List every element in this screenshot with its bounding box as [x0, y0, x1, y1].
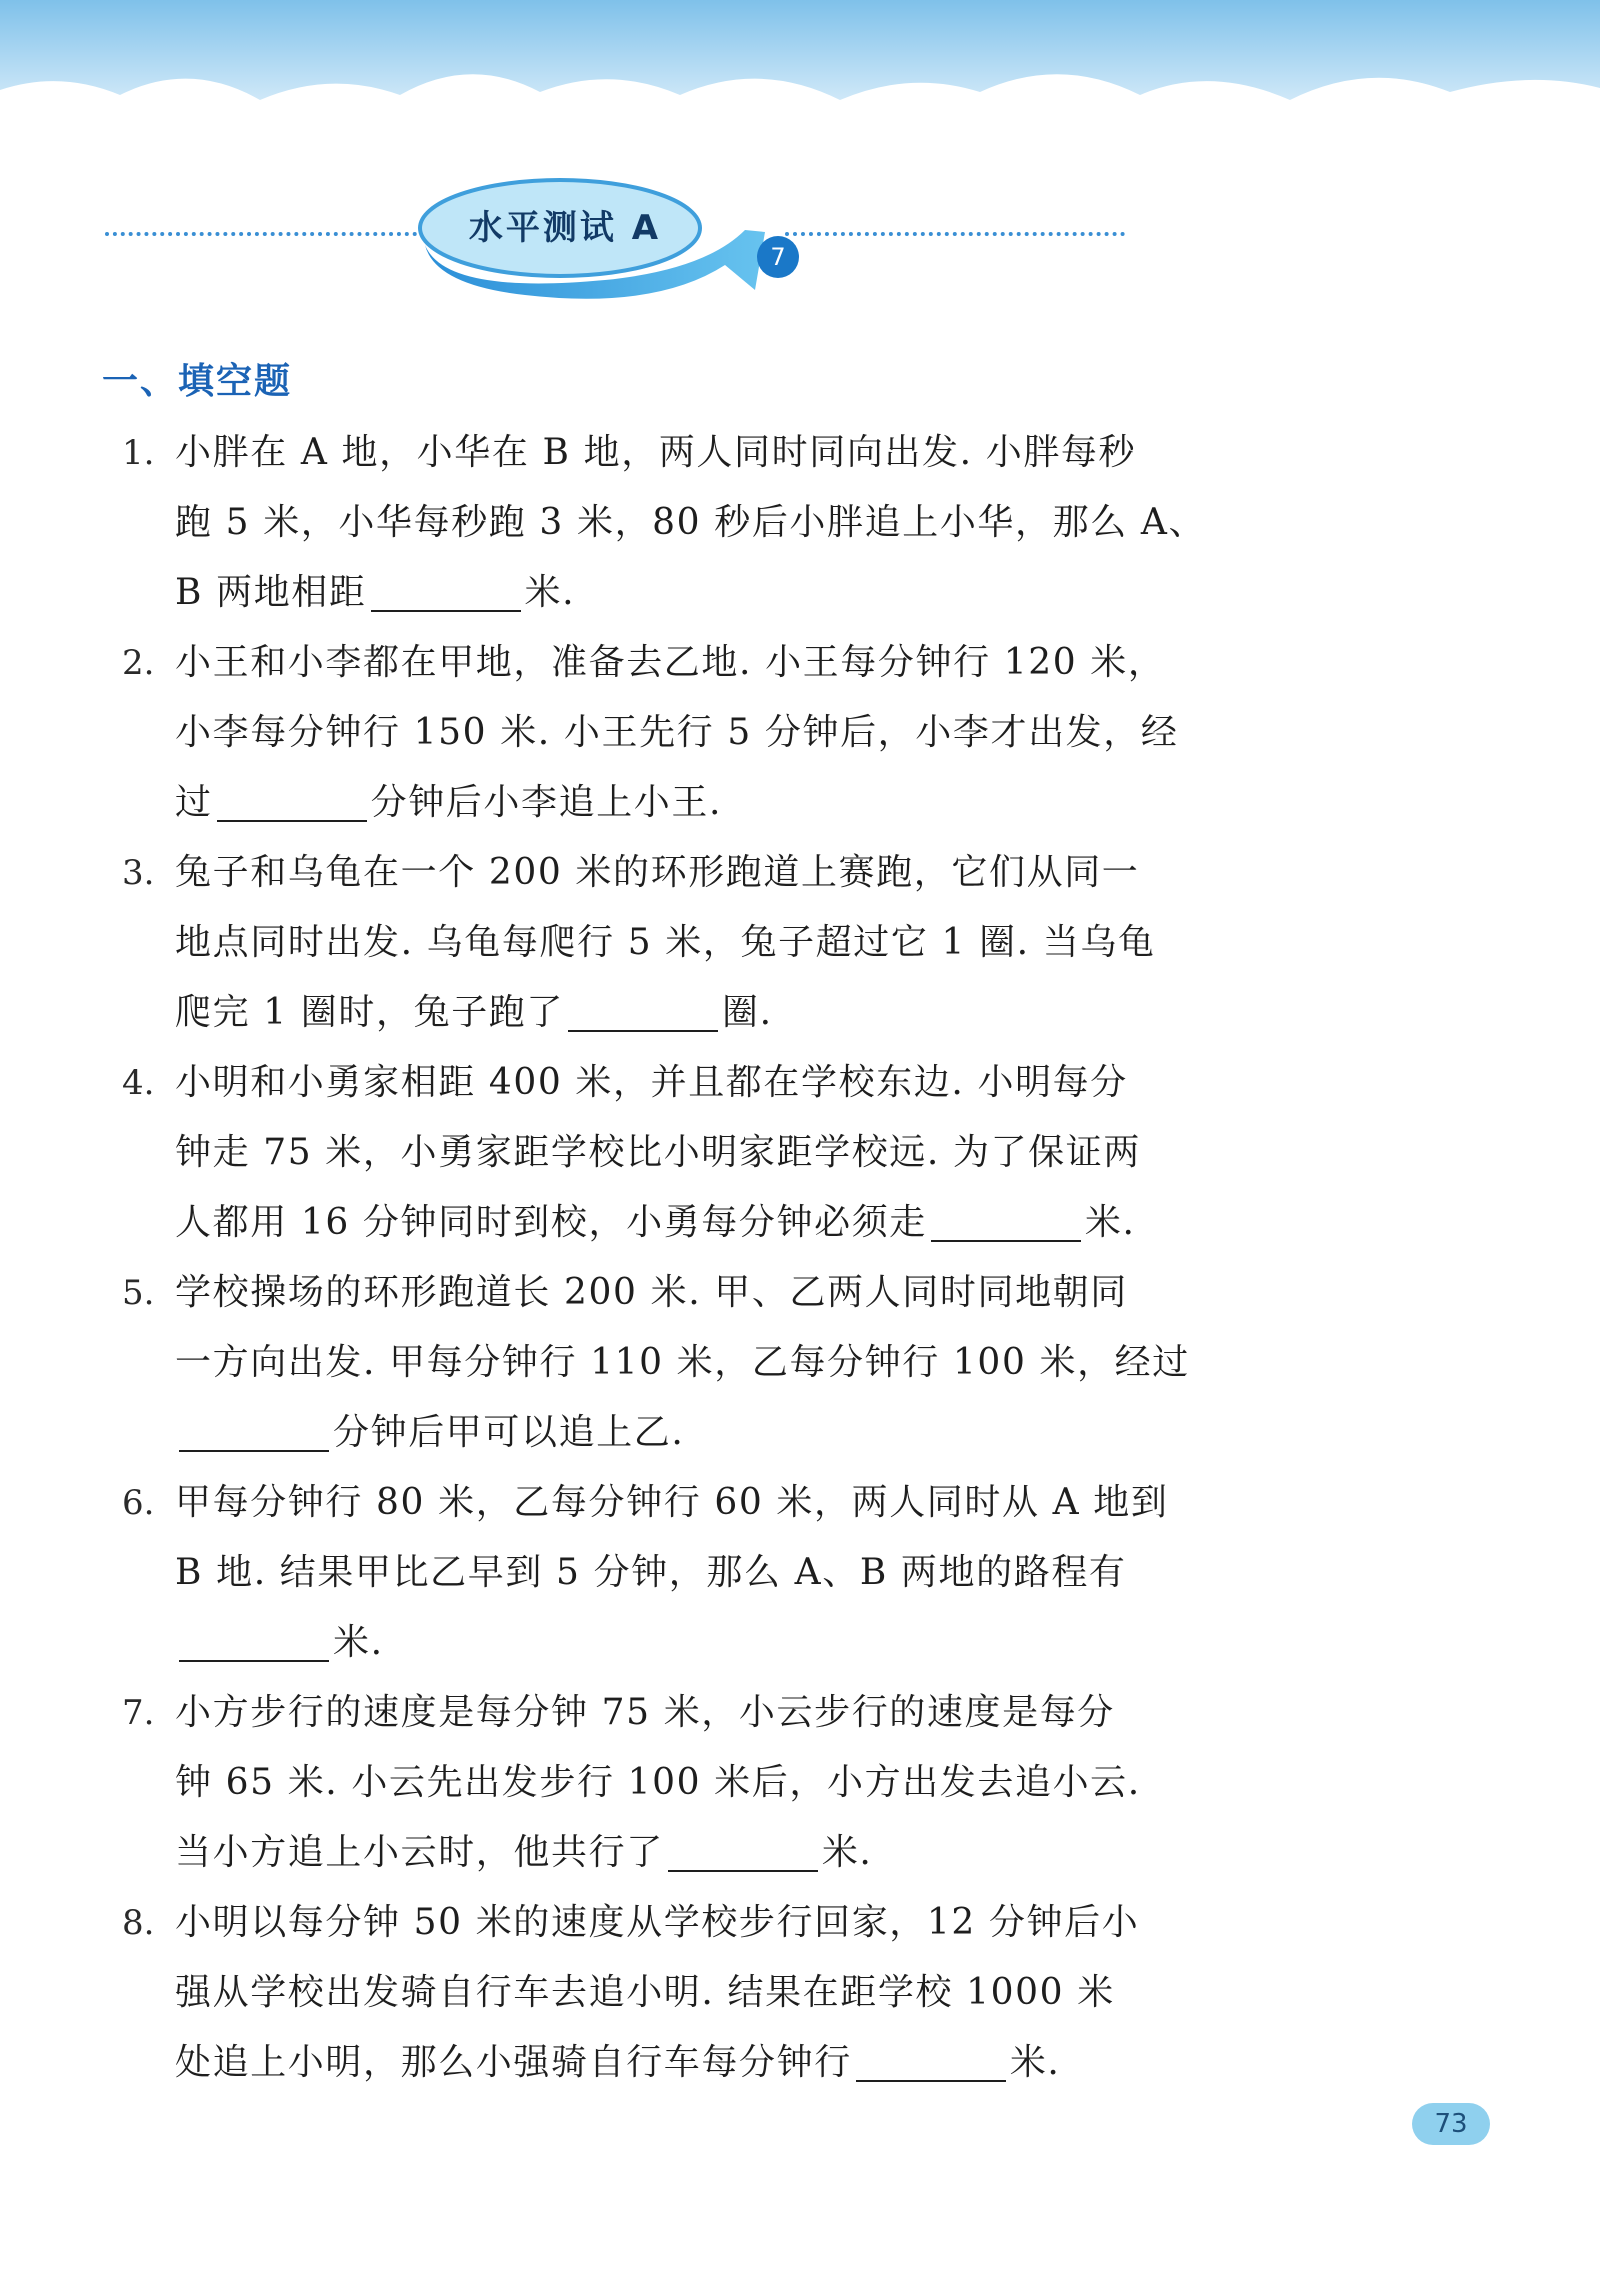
question-text: 跑 5 米，小华每秒跑 3 米，80 秒后小胖追上小华，那么 A、: [175, 502, 1207, 543]
question-item: [0, 838, 1600, 1048]
answer-blank[interactable]: [179, 1410, 329, 1452]
question-number: 8.: [122, 1903, 155, 1943]
question-text: 米.: [333, 1622, 384, 1663]
question-text: 过: [175, 782, 213, 823]
question-line: [175, 1678, 1125, 1748]
answer-blank[interactable]: [568, 990, 718, 1032]
question-number: 3.: [122, 853, 155, 893]
page-title: 水平测试 A: [468, 208, 662, 248]
question-text: 兔子和乌龟在一个 200 米的环形跑道上赛跑，它们从同一: [175, 852, 1140, 893]
question-line: [175, 1468, 1169, 1538]
question-line: [175, 1748, 1141, 1818]
question-line: [175, 488, 1207, 558]
question-number: 6.: [122, 1483, 155, 1523]
question-text: 米.: [1084, 1202, 1136, 1243]
question-line: [175, 418, 1137, 488]
answer-blank[interactable]: [217, 780, 367, 822]
question-text: 小方步行的速度是每分钟 75 米，小云步行的速度是每分: [175, 1692, 1115, 1733]
question-text: 米.: [1009, 2042, 1061, 2083]
page-number-badge: 73: [1412, 2103, 1490, 2145]
question-item: [0, 628, 1600, 838]
question-text: 当小方追上小云时，他共行了: [175, 1832, 664, 1873]
question-line: [175, 1118, 1141, 1188]
chapter-number-badge: 7: [757, 236, 799, 278]
question-text: 米.: [524, 572, 576, 613]
title-bar: [0, 170, 1600, 320]
question-text: 学校操场的环形跑道长 200 米. 甲、乙两人同时同地朝同: [175, 1272, 1128, 1313]
question-text: 钟走 75 米，小勇家距学校比小明家距学校远. 为了保证两: [175, 1132, 1141, 1173]
question-line: [175, 1608, 1125, 1678]
question-number: 2.: [122, 643, 155, 683]
question-line: [175, 1398, 1125, 1468]
question-item: [0, 1678, 1600, 1888]
question-text: 地点同时出发. 乌龟每爬行 5 米，兔子超过它 1 圈. 当乌龟: [175, 922, 1156, 963]
question-text: 分钟后甲可以追上乙.: [333, 1412, 685, 1453]
question-line: [175, 1258, 1128, 1328]
question-line: [175, 1818, 1125, 1888]
question-number: 7.: [122, 1693, 155, 1733]
question-item: [0, 1048, 1600, 1258]
question-text: 米.: [821, 1832, 873, 1873]
question-number: 1.: [122, 433, 155, 473]
question-text: 小明以每分钟 50 米的速度从学校步行回家，12 分钟后小: [175, 1902, 1140, 1943]
question-text: B 两地相距: [175, 572, 367, 613]
question-line: [175, 1188, 1136, 1258]
question-line: [175, 1538, 1125, 1608]
answer-blank[interactable]: [668, 1830, 818, 1872]
answer-blank[interactable]: [856, 2040, 1006, 2082]
question-text: 分钟后小李追上小王.: [370, 782, 723, 823]
question-text: 圈.: [722, 992, 773, 1033]
answer-blank[interactable]: [931, 1200, 1081, 1242]
question-text: 甲每分钟行 80 米，乙每分钟行 60 米，两人同时从 A 地到: [175, 1482, 1169, 1523]
section-heading: 一、填空题: [102, 361, 293, 402]
question-item: [0, 418, 1600, 628]
question-line: [175, 1048, 1128, 1118]
question-text: 小李每分钟行 150 米. 小王先行 5 分钟后，小李才出发，经: [175, 712, 1179, 753]
question-line: [175, 2028, 1125, 2098]
answer-blank[interactable]: [179, 1620, 329, 1662]
question-text: 处追上小明，那么小强骑自行车每分钟行: [175, 2042, 852, 2083]
dotted-rule-right: [785, 232, 1125, 236]
question-line: [175, 1328, 1190, 1398]
question-text: 人都用 16 分钟同时到校，小勇每分钟必须走: [175, 1202, 927, 1243]
question-line: [175, 558, 1125, 628]
question-line: [175, 978, 1125, 1048]
cloud-banner: [0, 0, 1600, 170]
question-item: [0, 1468, 1600, 1678]
dotted-rule-left: [105, 232, 425, 236]
question-number: 5.: [122, 1273, 155, 1313]
question-text: 一方向出发. 甲每分钟行 110 米，乙每分钟行 100 米，经过: [175, 1342, 1190, 1383]
question-number: 4.: [122, 1063, 155, 1103]
question-text: 小明和小勇家相距 400 米，并且都在学校东边. 小明每分: [175, 1062, 1128, 1103]
question-item: [0, 1888, 1600, 2098]
question-text: 强从学校出发骑自行车去追小明. 结果在距学校 1000 米: [175, 1972, 1115, 2013]
question-text: B 地. 结果甲比乙早到 5 分钟，那么 A、B 两地的路程有: [175, 1552, 1127, 1593]
question-text: 小王和小李都在甲地，准备去乙地. 小王每分钟行 120 米，: [175, 642, 1166, 683]
answer-blank[interactable]: [371, 570, 521, 612]
question-line: [175, 628, 1166, 698]
question-line: [175, 838, 1140, 908]
question-text: 钟 65 米. 小云先出发步行 100 米后，小方出发去追小云.: [175, 1762, 1141, 1803]
question-list: [0, 418, 1600, 2098]
question-line: [175, 698, 1179, 768]
question-text: 小胖在 A 地，小华在 B 地，两人同时同向出发. 小胖每秒: [175, 432, 1137, 473]
question-line: [175, 908, 1156, 978]
question-text: 爬完 1 圈时，兔子跑了: [175, 992, 564, 1033]
question-item: [0, 1258, 1600, 1468]
question-line: [175, 768, 1125, 838]
question-line: [175, 1888, 1140, 1958]
question-line: [175, 1958, 1125, 2028]
